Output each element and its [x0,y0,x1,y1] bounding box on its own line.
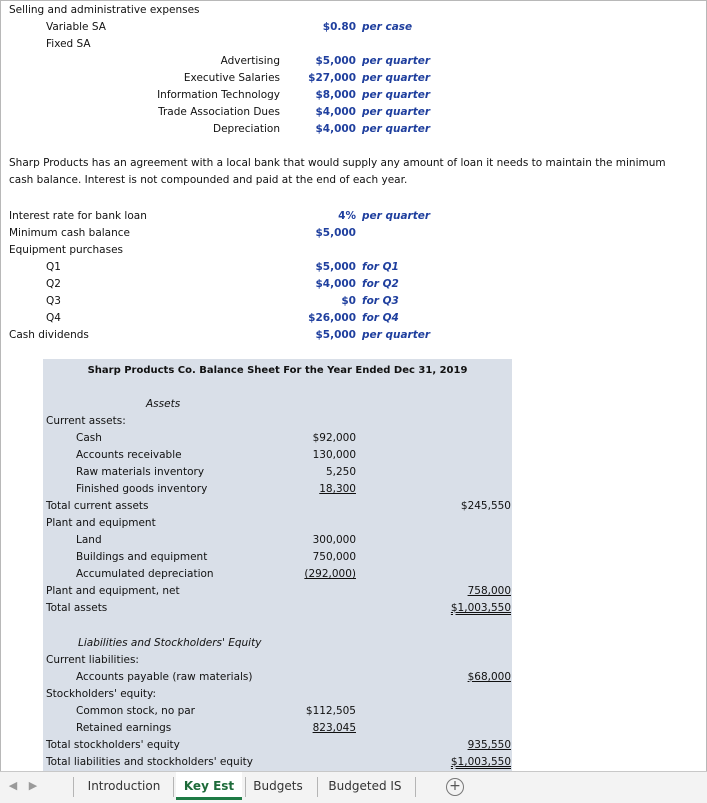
current-liabilities-label: Current liabilities: [46,654,139,666]
interest-rate-label: Interest rate for bank loan [9,210,147,222]
finished-goods-label: Finished goods inventory [76,483,208,495]
equipment-q1-label: Q1 [46,261,61,273]
depreciation-value: $4,000 [315,123,356,135]
interest-rate-value: 4% [338,210,356,222]
tab-budgets[interactable]: Budgets [253,779,303,793]
cash-dividends-label: Cash dividends [9,329,89,341]
advertising-label: Advertising [220,55,280,67]
buildings-equipment-value: 750,000 [312,551,356,563]
trade-association-dues-unit: per quarter [362,106,431,118]
cash-label: Cash [76,432,102,444]
tab-separator [317,777,318,797]
executive-salaries-value: $27,000 [308,72,356,84]
retained-earnings-value: 823,045 [312,722,356,734]
equipment-q3-value: $0 [341,295,356,307]
equipment-q1-value: $5,000 [315,261,356,273]
tab-budgeted-is[interactable]: Budgeted IS [328,779,402,793]
accounts-receivable-label: Accounts receivable [76,449,182,461]
total-current-assets-value: $245,550 [460,500,511,512]
advertising-value: $5,000 [315,55,356,67]
equipment-q4-label: Q4 [46,312,61,324]
total-assets-label: Total assets [46,602,108,614]
accounts-payable-label: Accounts payable (raw materials) [76,671,253,683]
equipment-q4-value: $26,000 [308,312,356,324]
equipment-q1-unit: for Q1 [362,261,399,273]
minimum-cash-label: Minimum cash balance [9,227,131,239]
equipment-q3-unit: for Q3 [362,295,399,307]
stockholders-equity-label: Stockholders' equity: [46,688,156,700]
retained-earnings-label: Retained earnings [76,722,172,734]
assets-heading: Assets [146,398,181,410]
accumulated-depreciation-label: Accumulated depreciation [76,568,214,580]
trade-association-dues-value: $4,000 [315,106,356,118]
variable-sa-value: $0.80 [322,21,356,33]
minimum-cash-value: $5,000 [315,227,356,239]
loan-note-line-1: Sharp Products has an agreement with a local bank that would supply any amount of loan it needs to maintain the minimum [9,157,666,169]
tab-separator [73,777,74,797]
variable-sa-label: Variable SA [46,21,106,33]
executive-salaries-label: Executive Salaries [183,72,280,84]
plant-equipment-label: Plant and equipment [46,517,156,529]
total-liabilities-equity-label: Total liabilities and stockholders' equity [46,756,253,768]
raw-materials-label: Raw materials inventory [76,466,205,478]
balance-sheet-title: Sharp Products Co. Balance Sheet For the Year Ended Dec 31, 2019 [87,365,468,376]
tab-separator [415,777,416,797]
cash-value: $92,000 [312,432,356,444]
total-stockholders-equity-label: Total stockholders' equity [46,739,180,751]
total-current-assets-label: Total current assets [46,500,149,512]
equipment-q2-value: $4,000 [315,278,356,290]
accounts-payable-value: $68,000 [467,671,511,683]
sga-heading: Selling and administrative expenses [9,4,200,16]
scroll-left-icon[interactable]: ◀ [8,779,18,792]
tab-key-est[interactable]: Key Est [176,772,242,800]
accounts-receivable-value: 130,000 [312,449,356,461]
cash-dividends-unit: per quarter [362,329,431,341]
information-technology-label: Information Technology [157,89,280,101]
common-stock-label: Common stock, no par [76,705,196,717]
trade-association-dues-label: Trade Association Dues [158,106,280,118]
equipment-q3-label: Q3 [46,295,61,307]
advertising-unit: per quarter [362,55,431,67]
executive-salaries-unit: per quarter [362,72,431,84]
equipment-q2-label: Q2 [46,278,61,290]
add-sheet-icon[interactable]: + [446,778,464,796]
plant-equipment-net-label: Plant and equipment, net [46,585,180,597]
common-stock-value: $112,505 [305,705,356,717]
finished-goods-value: 18,300 [319,483,356,495]
tab-separator [245,777,246,797]
information-technology-unit: per quarter [362,89,431,101]
equipment-purchases-label: Equipment purchases [9,244,124,256]
fixed-sa-label: Fixed SA [46,38,91,50]
depreciation-unit: per quarter [362,123,431,135]
land-label: Land [76,534,102,546]
liabilities-heading: Liabilities and Stockholders' Equity [78,637,262,649]
accumulated-depreciation-value: (292,000) [304,568,356,580]
total-liabilities-equity-value: $1,003,550 [450,756,511,768]
land-value: 300,000 [312,534,356,546]
tab-introduction[interactable]: Introduction [87,779,161,793]
interest-rate-unit: per quarter [362,210,431,222]
scroll-right-icon[interactable]: ▶ [28,779,38,792]
information-technology-value: $8,000 [315,89,356,101]
loan-note-line-2: cash balance. Interest is not compounded and paid at the end of each year. [9,174,408,186]
cash-dividends-value: $5,000 [315,329,356,341]
tab-separator [173,777,174,797]
sheet-tab-bar [0,771,707,803]
buildings-equipment-label: Buildings and equipment [76,551,208,563]
equipment-q4-unit: for Q4 [362,312,399,324]
total-assets-value: $1,003,550 [450,602,511,614]
depreciation-label: Depreciation [213,123,280,135]
variable-sa-unit: per case [362,21,413,33]
total-stockholders-equity-value: 935,550 [467,739,511,751]
current-assets-label: Current assets: [46,415,126,427]
equipment-q2-unit: for Q2 [362,278,399,290]
plant-equipment-net-value: 758,000 [467,585,511,597]
raw-materials-value: 5,250 [325,466,356,478]
